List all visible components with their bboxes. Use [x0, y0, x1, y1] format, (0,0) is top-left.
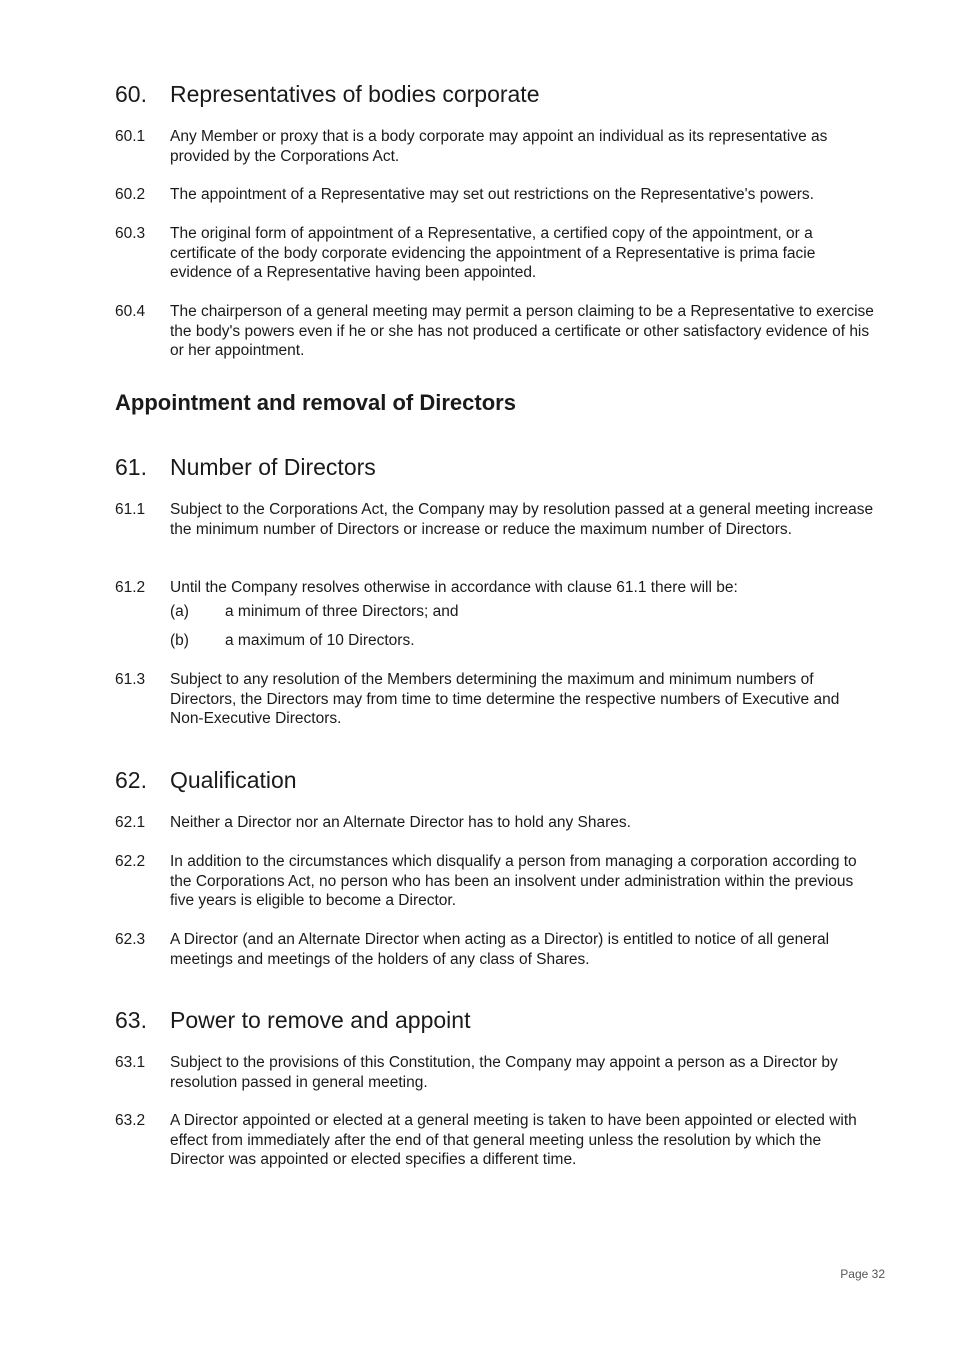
clause-number: 61.3	[115, 671, 146, 688]
clause-61-1	[115, 500, 875, 539]
clause-60-1	[115, 127, 875, 166]
clause-62-3	[115, 930, 875, 969]
clause-text: The original form of appointment of a Representative, a certified copy of the appointment, or a certificate of the body corporate evidencing the appointment of a Representative is prima facie evidence of a Representative having been appointed.	[170, 225, 816, 282]
clause-61-2	[115, 578, 875, 598]
section-title: Representatives of bodies corporate	[170, 81, 540, 107]
section-title: Qualification	[170, 767, 297, 793]
clause-text: The appointment of a Representative may set out restrictions on the Representative's powers.	[170, 186, 814, 203]
clause-60-3	[115, 224, 875, 283]
clause-number: 63.1	[115, 1054, 146, 1071]
clause-number: 61.2	[115, 579, 146, 596]
section-number: 62.	[115, 767, 147, 793]
clause-number: 60.3	[115, 225, 146, 242]
clause-text: In addition to the circumstances which disqualify a person from managing a corporation according to the Corporations Act, no person who has been an insolvent under administration within the previous five years is eligible to become a Director.	[170, 853, 857, 910]
page-number: Page 32	[840, 1267, 885, 1281]
clause-60-4	[115, 302, 875, 361]
section-number: 60.	[115, 81, 147, 107]
section-number: 61.	[115, 454, 147, 480]
clause-number: 62.2	[115, 853, 146, 870]
clause-text: Subject to the Corporations Act, the Company may by resolution passed at a general meeting increase the minimum number of Directors or increase or reduce the maximum number of Directors.	[170, 501, 874, 538]
clause-text: Subject to the provisions of this Constitution, the Company may appoint a person as a Director by resolution passed in general meeting.	[170, 1054, 838, 1091]
clause-number: 60.4	[115, 303, 146, 320]
clause-number: 61.1	[115, 501, 146, 518]
clause-62-1	[115, 813, 875, 833]
clause-number: 62.3	[115, 931, 146, 948]
subclause-letter: (b)	[170, 632, 189, 649]
clause-61-3	[115, 670, 875, 729]
section-number: 63.	[115, 1007, 147, 1033]
subclause-text: a maximum of 10 Directors.	[225, 632, 415, 649]
clause-63-1	[115, 1053, 875, 1092]
clause-number: 60.2	[115, 186, 146, 203]
clause-60-2	[115, 185, 875, 205]
clause-text: A Director (and an Alternate Director when acting as a Director) is entitled to notice of all general meetings and meetings of the holders of any class of Shares.	[170, 931, 830, 968]
subclause-61-2-b	[170, 631, 415, 651]
clause-number: 60.1	[115, 128, 146, 145]
clause-text: Any Member or proxy that is a body corporate may appoint an individual as its representative as provided by the Corporations Act.	[170, 128, 828, 165]
clause-number: 63.2	[115, 1112, 146, 1129]
subclause-text: a minimum of three Directors; and	[225, 603, 459, 620]
subclause-61-2-a	[170, 602, 458, 622]
clause-62-2	[115, 852, 875, 911]
section-title: Number of Directors	[170, 454, 376, 480]
clause-text: A Director appointed or elected at a general meeting is taken to have been appointed or elected with effect from immediately after the end of that general meeting unless the resolution by which the Director was appointed or elected specifies a different time.	[170, 1112, 857, 1169]
clause-text: Neither a Director nor an Alternate Director has to hold any Shares.	[170, 814, 631, 831]
part-heading: Appointment and removal of Directors	[115, 390, 516, 415]
clause-number: 62.1	[115, 814, 146, 831]
section-title: Power to remove and appoint	[170, 1007, 471, 1033]
clause-63-2	[115, 1111, 875, 1170]
subclause-letter: (a)	[170, 603, 189, 620]
clause-text: Subject to any resolution of the Members determining the maximum and minimum numbers of Directors, the Directors may from time to time determine the respective numbers of Executive and Non-Executive Directors.	[170, 671, 840, 728]
clause-text: The chairperson of a general meeting may permit a person claiming to be a Representative to exercise the body's powers even if he or she has not produced a certificate or other satisfactory evidence of his or her appointment.	[170, 303, 874, 360]
clause-text: Until the Company resolves otherwise in accordance with clause 61.1 there will be:	[170, 579, 738, 596]
